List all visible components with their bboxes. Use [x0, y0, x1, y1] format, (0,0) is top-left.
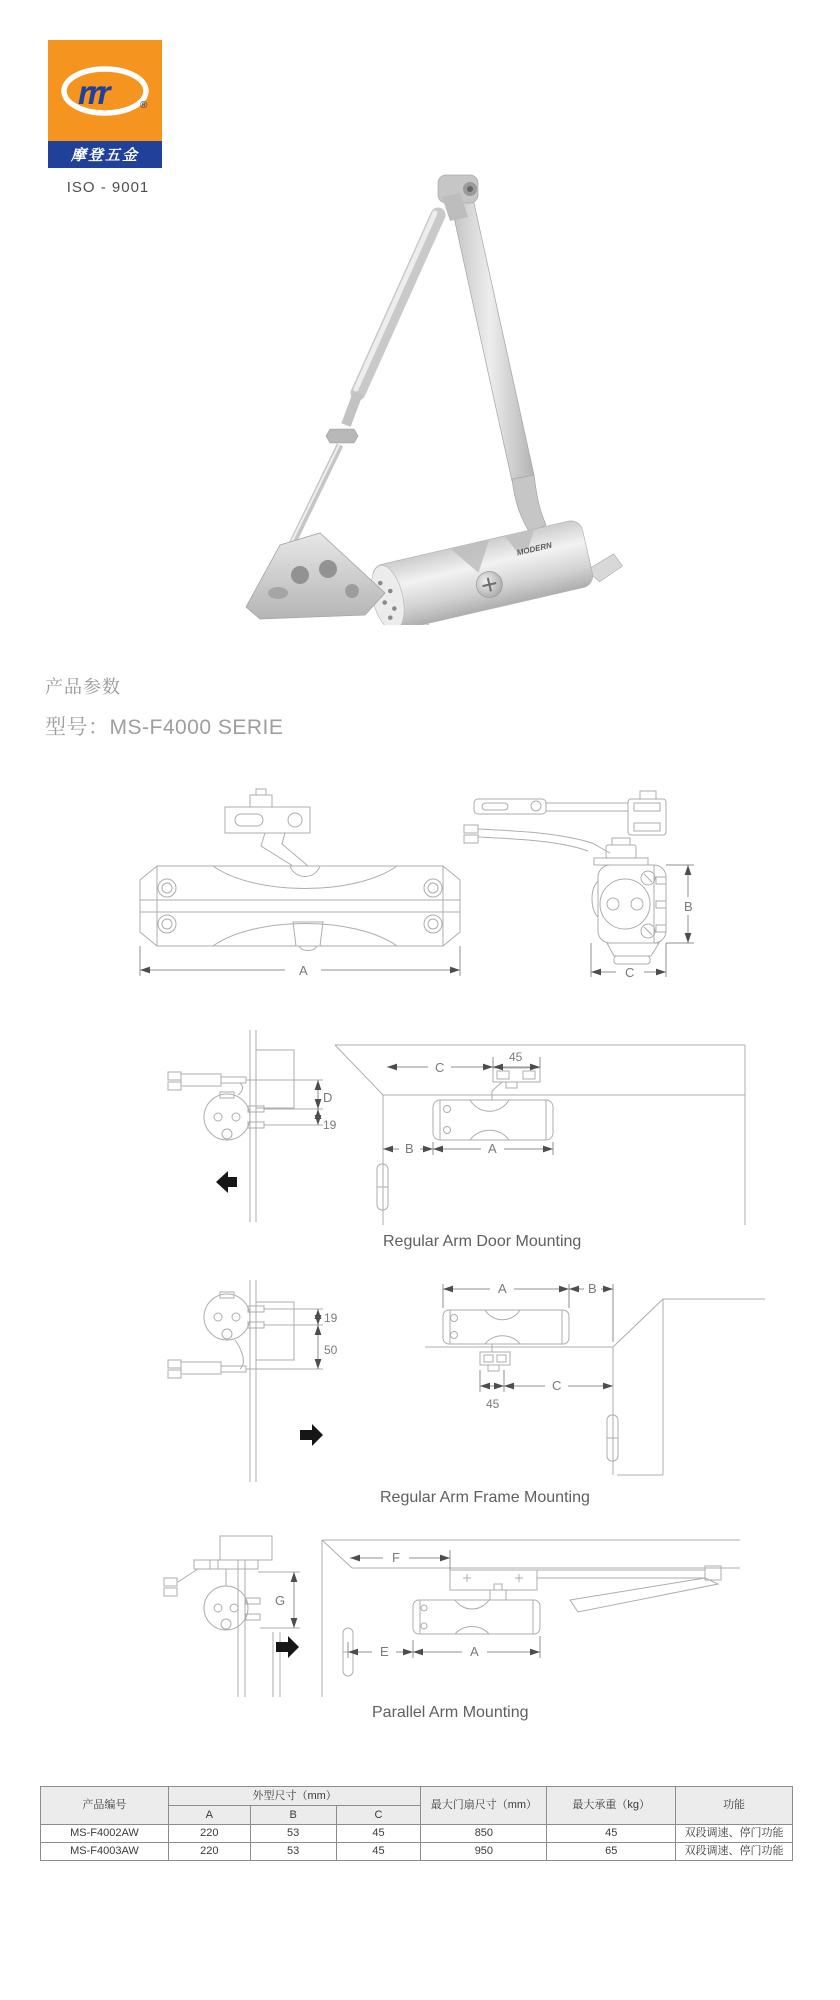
col-header-b: B	[250, 1806, 336, 1825]
dim-label-45: 45	[486, 1397, 500, 1411]
cell-max-door: 850	[421, 1825, 547, 1843]
caption-regular-arm-frame-mounting: Regular Arm Frame Mounting	[380, 1489, 590, 1506]
door-closer-rod-arm	[277, 213, 438, 573]
spec-row	[41, 1825, 793, 1843]
cell-max-door: 950	[421, 1843, 547, 1861]
cell-model: MS-F4002AW	[41, 1825, 169, 1843]
cell-a: 220	[168, 1825, 250, 1843]
model-line: 型号：MS-F4000 SERIE	[45, 716, 284, 739]
drawing-side-view	[460, 785, 760, 1003]
col-header-dims-group: 外型尺寸（mm）	[168, 1787, 421, 1806]
dim-label-a: A	[299, 963, 308, 978]
direction-arrow-left	[216, 1171, 237, 1193]
cell-model: MS-F4003AW	[41, 1843, 169, 1861]
spec-table	[40, 1786, 793, 1861]
dim-label-19: 19	[324, 1311, 338, 1325]
spec-row	[41, 1843, 793, 1861]
product-photo	[150, 145, 720, 625]
cell-max-load: 45	[547, 1825, 676, 1843]
dim-label-b: B	[405, 1141, 414, 1156]
cell-a: 220	[168, 1843, 250, 1861]
col-header-max-door: 最大门扇尺寸（mm）	[421, 1787, 547, 1825]
spec-header-row-1	[41, 1787, 793, 1806]
caption-regular-arm-door-mounting: Regular Arm Door Mounting	[383, 1233, 582, 1250]
dim-label-g: G	[274, 1593, 286, 1608]
door-closer-main-arm	[438, 175, 546, 533]
dim-label-a: A	[488, 1141, 497, 1156]
dim-label-d: D	[323, 1090, 333, 1105]
section-title: 产品参数	[45, 677, 121, 697]
direction-arrow-right	[300, 1424, 323, 1446]
logo-mark-text: rrr	[78, 74, 108, 111]
dim-label-f: F	[392, 1550, 400, 1565]
iso-label: ISO - 9001	[66, 179, 150, 196]
dim-label-a: A	[470, 1644, 479, 1659]
cell-b: 53	[250, 1843, 336, 1861]
cell-max-load: 65	[547, 1843, 676, 1861]
drawing-front-view	[135, 788, 475, 1000]
brand-logo	[48, 40, 162, 141]
diagram-parallel-arm-mounting	[150, 1532, 775, 1700]
direction-arrow-right	[276, 1636, 299, 1658]
cell-c: 45	[336, 1843, 421, 1861]
brand-logo-mark-icon	[48, 40, 162, 141]
dim-label-c: C	[625, 965, 635, 980]
cell-function: 双段调速、停门功能	[676, 1825, 793, 1843]
col-header-function: 功能	[676, 1787, 793, 1825]
dim-label-b: B	[684, 899, 693, 914]
dim-label-a: A	[498, 1281, 507, 1296]
col-header-a: A	[168, 1806, 250, 1825]
brand-name-text: 摩登五金	[70, 147, 139, 164]
diagram-regular-arm-frame-mounting	[140, 1272, 765, 1484]
registered-mark: ®	[140, 100, 148, 111]
dim-label-50: 50	[324, 1343, 338, 1357]
door-closer-foot-bracket	[246, 533, 385, 619]
dim-label-19: 19	[323, 1118, 337, 1132]
dim-label-b: B	[588, 1281, 597, 1296]
col-header-c: C	[336, 1806, 421, 1825]
col-header-product-no: 产品编号	[41, 1787, 169, 1825]
diagram-regular-arm-door-mounting	[140, 1022, 765, 1227]
dim-label-c: C	[552, 1378, 562, 1393]
cell-function: 双段调速、停门功能	[676, 1843, 793, 1861]
cell-c: 45	[336, 1825, 421, 1843]
door-closer-body	[362, 512, 629, 625]
body-brand-text: MODERN	[515, 540, 553, 558]
dim-label-45: 45	[509, 1050, 523, 1064]
dim-label-e: E	[380, 1644, 389, 1659]
dim-label-c: C	[435, 1060, 445, 1075]
col-header-max-load: 最大承重（kg）	[547, 1787, 676, 1825]
cell-b: 53	[250, 1825, 336, 1843]
brand-name-bar	[48, 141, 162, 168]
caption-parallel-arm-mounting: Parallel Arm Mounting	[372, 1704, 529, 1721]
